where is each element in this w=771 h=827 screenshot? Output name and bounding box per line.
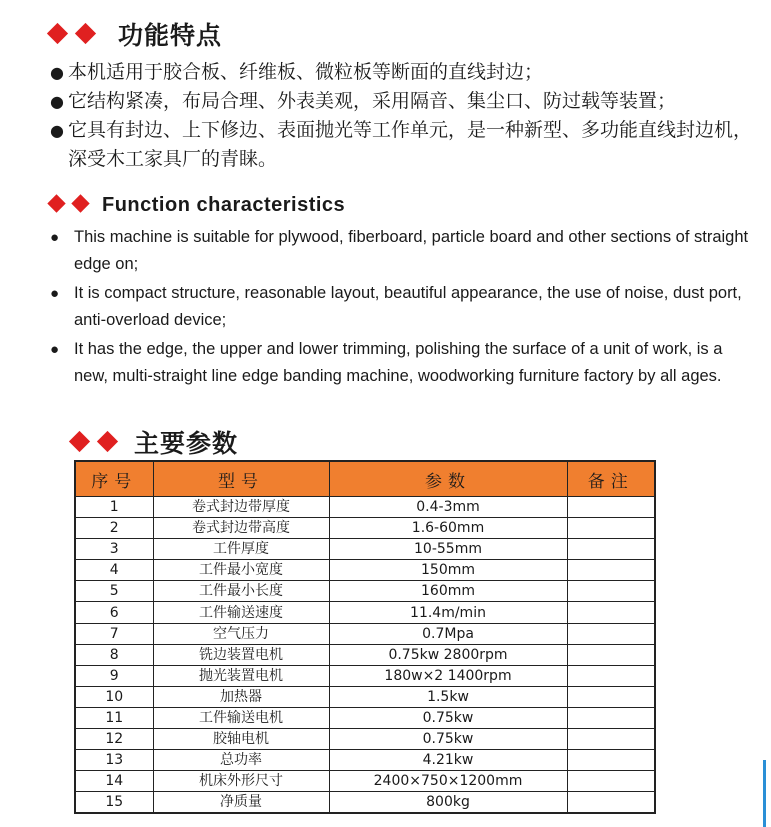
cell-model: 铣边装置电机	[153, 644, 329, 665]
cell-remark	[567, 539, 655, 560]
table-row	[75, 707, 655, 728]
cell-index: 2	[75, 518, 153, 539]
cell-model: 抛光装置电机	[153, 665, 329, 686]
cell-index: 8	[75, 644, 153, 665]
cell-value: 800kg	[329, 792, 567, 814]
list-item: ● 它结构紧凑，布局合理、外表美观，采用隔音、集尘口、防过载等装置；	[50, 87, 770, 116]
bullet-icon: ●	[50, 285, 60, 302]
col-header-model: 型号	[153, 461, 329, 497]
cell-value: 1.5kw	[329, 686, 567, 707]
cell-remark	[567, 771, 655, 792]
cell-index: 4	[75, 560, 153, 581]
cell-index: 6	[75, 602, 153, 623]
cell-value: 0.75kw 2800rpm	[329, 644, 567, 665]
features-cn-heading	[44, 16, 222, 52]
cell-value: 10-55mm	[329, 539, 567, 560]
cell-model: 空气压力	[153, 623, 329, 644]
cell-model: 总功率	[153, 750, 329, 771]
list-item: ● 本机适用于胶合板、纤维板、微粒板等断面的直线封边；	[50, 58, 770, 87]
features-cn-list	[50, 58, 770, 174]
bullet-icon: ●	[50, 229, 60, 246]
table-row	[75, 792, 655, 814]
table-row	[75, 518, 655, 539]
bullet-icon: ●	[50, 63, 64, 82]
cell-remark	[567, 644, 655, 665]
bullet-icon: ●	[50, 121, 64, 140]
table-header-row	[75, 461, 655, 497]
cell-value: 11.4m/min	[329, 602, 567, 623]
params-table-body	[75, 497, 655, 814]
table-row	[75, 750, 655, 771]
cell-remark	[567, 518, 655, 539]
cell-model: 工件输送速度	[153, 602, 329, 623]
table-row	[75, 581, 655, 602]
cell-model: 工件厚度	[153, 539, 329, 560]
cell-remark	[567, 602, 655, 623]
cell-model: 卷式封边带厚度	[153, 497, 329, 518]
cell-model: 净质量	[153, 792, 329, 814]
cell-value: 160mm	[329, 581, 567, 602]
params-table	[74, 460, 656, 814]
cell-index: 11	[75, 707, 153, 728]
cell-model: 卷式封边带高度	[153, 518, 329, 539]
red-diamonds-icon	[44, 21, 106, 47]
table-row	[75, 602, 655, 623]
cell-value: 0.4-3mm	[329, 497, 567, 518]
cell-index: 7	[75, 623, 153, 644]
cell-remark	[567, 729, 655, 750]
cell-index: 13	[75, 750, 153, 771]
table-row	[75, 771, 655, 792]
cell-remark	[567, 686, 655, 707]
cell-value: 0.7Mpa	[329, 623, 567, 644]
cell-index: 9	[75, 665, 153, 686]
cell-value: 150mm	[329, 560, 567, 581]
table-row	[75, 539, 655, 560]
cell-remark	[567, 707, 655, 728]
cell-index: 1	[75, 497, 153, 518]
cell-remark	[567, 623, 655, 644]
cell-remark	[567, 750, 655, 771]
cell-index: 10	[75, 686, 153, 707]
col-header-remark: 备注	[567, 461, 655, 497]
table-row	[75, 560, 655, 581]
cell-remark	[567, 560, 655, 581]
cell-remark	[567, 792, 655, 814]
table-row	[75, 686, 655, 707]
cell-model: 胶轴电机	[153, 729, 329, 750]
cell-value: 4.21kw	[329, 750, 567, 771]
red-diamonds-icon	[66, 429, 128, 455]
table-row	[75, 623, 655, 644]
red-diamonds-icon	[44, 192, 102, 218]
cell-value: 0.75kw	[329, 707, 567, 728]
col-header-index: 序号	[75, 461, 153, 497]
cell-index: 3	[75, 539, 153, 560]
bullet-icon: ●	[50, 92, 64, 111]
list-item: ● 它具有封边、上下修边、表面抛光等工作单元，是一种新型、多功能直线封边机，深受木工家具厂的青睐。	[50, 116, 770, 174]
cell-index: 5	[75, 581, 153, 602]
features-en-heading	[44, 192, 345, 218]
cell-model: 机床外形尺寸	[153, 771, 329, 792]
cell-remark	[567, 581, 655, 602]
cell-index: 14	[75, 771, 153, 792]
table-row	[75, 497, 655, 518]
cell-value: 2400×750×1200mm	[329, 771, 567, 792]
cell-value: 1.6-60mm	[329, 518, 567, 539]
params-title: 主要参数	[134, 429, 239, 458]
cell-model: 工件最小长度	[153, 581, 329, 602]
cell-index: 15	[75, 792, 153, 814]
bullet-icon: ●	[50, 341, 60, 358]
list-item: ● This machine is suitable for plywood, fiberboard, particle board and other sections of straight edge on;	[50, 224, 750, 278]
cell-model: 工件最小宽度	[153, 560, 329, 581]
col-header-value: 参数	[329, 461, 567, 497]
cell-value: 180w×2 1400rpm	[329, 665, 567, 686]
features-cn-title: 功能特点	[118, 21, 223, 50]
table-row	[75, 644, 655, 665]
table-row	[75, 665, 655, 686]
params-heading	[66, 424, 238, 460]
table-row	[75, 729, 655, 750]
cell-remark	[567, 665, 655, 686]
cell-model: 加热器	[153, 686, 329, 707]
list-item: ● It is compact structure, reasonable layout, beautiful appearance, the use of noise, dust port, anti-overload device;	[50, 280, 750, 334]
cell-model: 工件输送电机	[153, 707, 329, 728]
features-en-list	[50, 224, 750, 392]
features-en-title: Function characteristics	[102, 193, 346, 216]
cell-remark	[567, 497, 655, 518]
edge-bracket-mark	[763, 760, 771, 827]
cell-index: 12	[75, 729, 153, 750]
cell-value: 0.75kw	[329, 729, 567, 750]
list-item: ● It has the edge, the upper and lower trimming, polishing the surface of a unit of work, is a new, multi-straight line edge banding machine, woodworking furniture factory by all ages.	[50, 336, 750, 390]
